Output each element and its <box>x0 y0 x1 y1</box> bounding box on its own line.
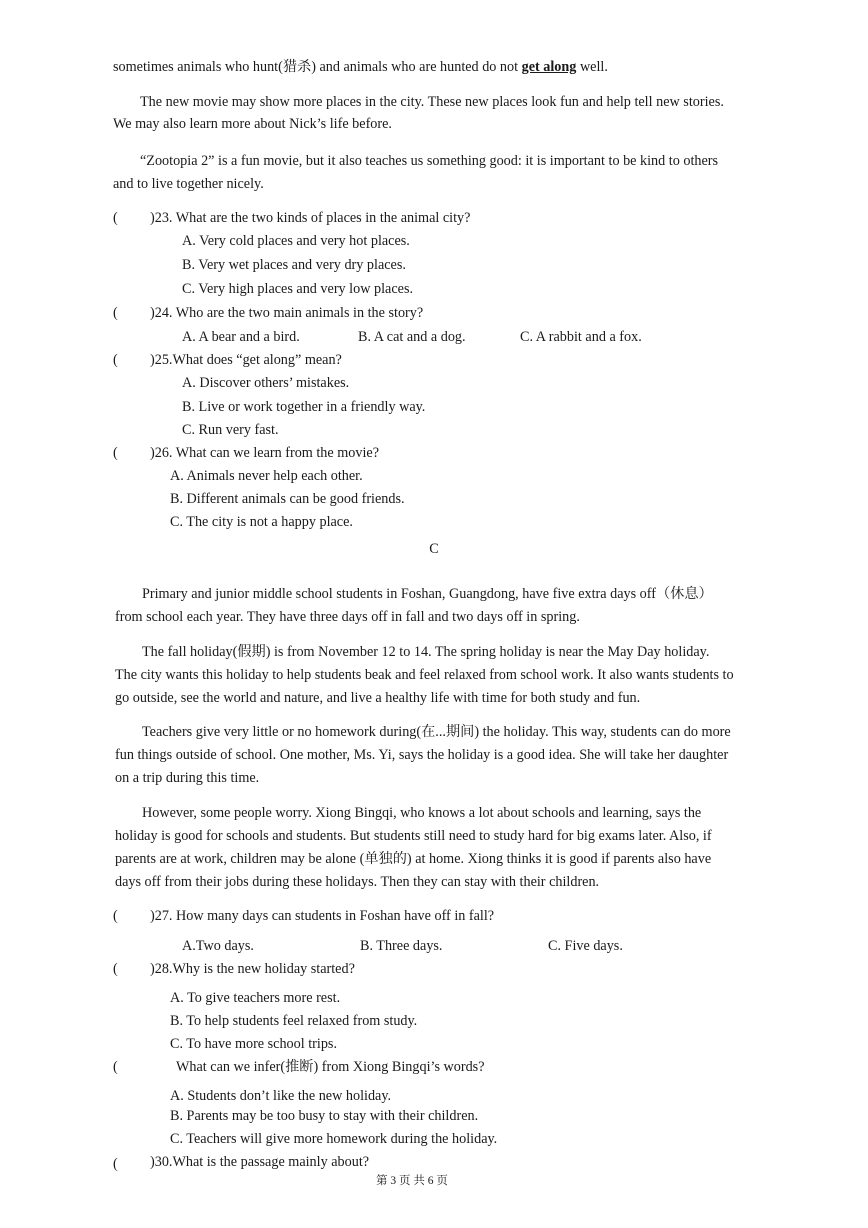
text-span: well. <box>576 59 608 75</box>
passage-b-paragraph-line: and to live together nicely. <box>113 176 264 192</box>
section-c-heading: C <box>429 541 439 557</box>
question-23-option-a: A. Very cold places and very hot places. <box>182 233 410 249</box>
question-28-option-c: C. To have more school trips. <box>170 1036 337 1052</box>
passage-c-paragraph-line: The city wants this holiday to help students beak and feel relaxed from school work. It also wants students to <box>115 667 734 683</box>
question-29-option-c: C. Teachers will give more homework during the holiday. <box>170 1131 498 1147</box>
question-28-option-b: B. To help students feel relaxed from study. <box>170 1013 418 1029</box>
question-27-stem: )27. How many days can students in Foshan have off in fall? <box>150 908 495 924</box>
passage-b-paragraph-line: “Zootopia 2” is a fun movie, but it also teaches us something good: it is important to be kind to others <box>140 153 719 169</box>
answer-blank-paren: ( <box>113 1156 118 1172</box>
passage-c-paragraph-line: parents are at work, children may be alone (单独的) at home. Xiong thinks it is good if parents also have <box>115 851 712 867</box>
question-26-stem: )26. What can we learn from the movie? <box>150 445 380 461</box>
question-24-option-c: C. A rabbit and a fox. <box>520 329 642 345</box>
question-28-stem: )28.Why is the new holiday started? <box>150 961 355 977</box>
answer-blank-paren: ( <box>113 961 118 977</box>
question-28-option-a: A. To give teachers more rest. <box>170 990 341 1006</box>
answer-blank-paren: ( <box>113 445 118 461</box>
passage-c-paragraph-line: The fall holiday(假期) is from November 12 to 14. The spring holiday is near the May Day holiday. <box>142 644 710 660</box>
passage-c-paragraph-line: on a trip during this time. <box>115 770 260 786</box>
question-24-stem: )24. Who are the two main animals in the story? <box>150 305 424 321</box>
passage-c-paragraph-line: Primary and junior middle school students in Foshan, Guangdong, have five extra days off（休息） <box>142 586 713 602</box>
answer-blank-paren: ( <box>113 352 118 368</box>
question-23-stem: )23. What are the two kinds of places in the animal city? <box>150 210 471 226</box>
passage-c-paragraph-line: holiday is good for schools and students. But students still need to study hard for big exams later. Also, if <box>115 828 712 844</box>
passage-c-paragraph-line: go outside, see the world and nature, and live a healthy life with time for both study and fun. <box>115 690 641 706</box>
question-29-option-a: A. Students don’t like the new holiday. <box>170 1088 392 1104</box>
passage-b-paragraph-line: We may also learn more about Nick’s life before. <box>113 116 392 132</box>
question-27-option-a: A.Two days. <box>182 938 254 954</box>
question-24-option-b: B. A cat and a dog. <box>358 329 466 345</box>
question-25-option-b: B. Live or work together in a friendly way. <box>182 399 426 415</box>
passage-b-paragraph-line: The new movie may show more places in the city. These new places look fun and help tell new stories. <box>140 94 724 110</box>
question-29-option-b: B. Parents may be too busy to stay with their children. <box>170 1108 479 1124</box>
answer-blank-paren: ( <box>113 305 118 321</box>
question-27-option-c: C. Five days. <box>548 938 623 954</box>
question-23-option-c: C. Very high places and very low places. <box>182 281 414 297</box>
question-25-option-a: A. Discover others’ mistakes. <box>182 375 350 391</box>
question-25-stem: )25.What does “get along” mean? <box>150 352 342 368</box>
page-number-footer: 第 3 页 共 6 页 <box>376 1175 448 1187</box>
question-25-option-c: C. Run very fast. <box>182 422 279 438</box>
question-27-option-b: B. Three days. <box>360 938 443 954</box>
question-26-option-b: B. Different animals can be good friends. <box>170 491 405 507</box>
passage-c-paragraph-line: fun things outside of school. One mother, Ms. Yi, says the holiday is a good idea. She will take her daughter <box>115 747 729 763</box>
answer-blank-paren: ( <box>113 1059 118 1075</box>
question-29-stem: What can we infer(推断) from Xiong Bingqi’s words? <box>176 1059 485 1075</box>
passage-c-paragraph-line: days off from their jobs during these holidays. Then they can stay with their children. <box>115 874 600 890</box>
answer-blank-paren: ( <box>113 908 118 924</box>
question-24-option-a: A. A bear and a bird. <box>182 329 300 345</box>
question-30-stem: )30.What is the passage mainly about? <box>150 1154 370 1170</box>
key-phrase-get-along: get along <box>521 59 577 75</box>
question-23-option-b: B. Very wet places and very dry places. <box>182 257 406 273</box>
passage-b-paragraph-line <box>113 58 608 76</box>
question-26-option-a: A. Animals never help each other. <box>170 468 363 484</box>
question-26-option-c: C. The city is not a happy place. <box>170 514 353 530</box>
passage-c-paragraph-line: However, some people worry. Xiong Bingqi, who knows a lot about schools and learning, says the <box>142 805 702 821</box>
answer-blank-paren: ( <box>113 210 118 226</box>
passage-c-paragraph-line: from school each year. They have three days off in fall and two days off in spring. <box>115 609 580 625</box>
passage-c-paragraph-line: Teachers give very little or no homework during(在...期间) the holiday. This way, students can do more <box>142 724 731 740</box>
text-span: sometimes animals who hunt(猎杀) and animals who are hunted do not <box>113 59 522 75</box>
